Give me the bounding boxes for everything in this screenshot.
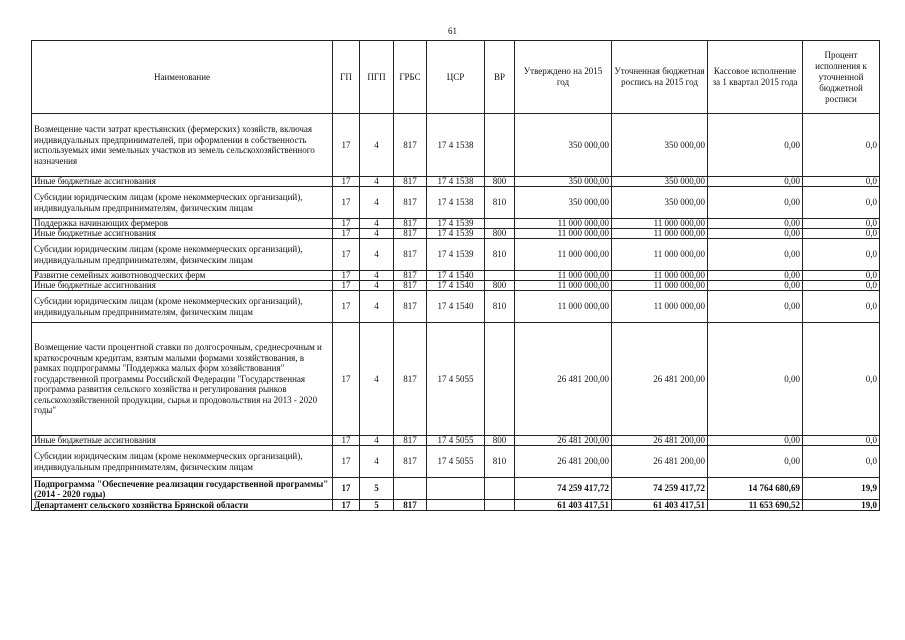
row-refined: 11 000 000,00 [612,239,708,271]
row-cash: 0,00 [708,281,803,291]
header-percent: Процент исполнения к уточненной бюджетной росписи [803,41,880,114]
row-refined: 11 000 000,00 [612,229,708,239]
row-grbs: 817 [394,219,427,229]
row-grbs: 817 [394,177,427,187]
row-csr: 17 4 1539 [427,239,485,271]
row-approved: 350 000,00 [515,177,612,187]
row-percent: 0,0 [803,177,880,187]
row-csr [427,500,485,511]
row-grbs: 817 [394,229,427,239]
row-ppgp: 4 [360,291,394,323]
row-csr: 17 4 1539 [427,219,485,229]
row-refined: 26 481 200,00 [612,446,708,478]
row-ppgp: 4 [360,114,394,177]
row-refined: 350 000,00 [612,187,708,219]
row-csr: 17 4 1540 [427,291,485,323]
row-vr: 800 [485,177,515,187]
header-csr: ЦСР [427,41,485,114]
row-percent: 0,0 [803,291,880,323]
row-refined: 11 000 000,00 [612,219,708,229]
row-approved: 350 000,00 [515,114,612,177]
row-percent: 19,9 [803,478,880,500]
row-cash: 0,00 [708,271,803,281]
row-vr [485,323,515,436]
row-name: Иные бюджетные ассигнования [32,281,333,291]
row-gp: 17 [333,291,360,323]
row-refined: 350 000,00 [612,177,708,187]
table-row [32,281,880,291]
row-gp: 17 [333,187,360,219]
row-cash: 0,00 [708,229,803,239]
row-name: Департамент сельского хозяйства Брянской области [32,500,333,511]
row-grbs [394,478,427,500]
row-gp: 17 [333,281,360,291]
row-name: Развитие семейных животноводческих ферм [32,271,333,281]
row-cash: 0,00 [708,239,803,271]
row-refined: 61 403 417,51 [612,500,708,511]
row-refined: 11 000 000,00 [612,291,708,323]
table-row [32,187,880,219]
row-name: Поддержка начинающих фермеров [32,219,333,229]
row-csr: 17 4 5055 [427,446,485,478]
budget-table [31,40,880,511]
row-cash: 14 764 680,69 [708,478,803,500]
table-row [32,436,880,446]
row-ppgp: 4 [360,436,394,446]
row-approved: 11 000 000,00 [515,219,612,229]
table-row [32,114,880,177]
row-csr: 17 4 1540 [427,281,485,291]
row-percent: 0,0 [803,187,880,219]
row-ppgp: 4 [360,187,394,219]
row-cash: 0,00 [708,114,803,177]
row-approved: 74 259 417,72 [515,478,612,500]
row-refined: 74 259 417,72 [612,478,708,500]
header-name: Наименование [32,41,333,114]
row-ppgp: 5 [360,478,394,500]
table-row [32,239,880,271]
header-grbs: ГРБС [394,41,427,114]
row-vr [485,478,515,500]
row-vr: 810 [485,239,515,271]
row-cash: 11 653 690,52 [708,500,803,511]
row-name: Субсидии юридическим лицам (кроме некоммерческих организаций), индивидуальным предпринимателям, физическим лицам [32,291,333,323]
row-grbs: 817 [394,239,427,271]
row-gp: 17 [333,271,360,281]
header-ppgp: ПГП [360,41,394,114]
row-ppgp: 4 [360,271,394,281]
row-ppgp: 4 [360,229,394,239]
header-approved: Утверждено на 2015 год [515,41,612,114]
header-vr: ВР [485,41,515,114]
row-vr [485,219,515,229]
row-vr: 800 [485,229,515,239]
row-cash: 0,00 [708,219,803,229]
row-refined: 11 000 000,00 [612,281,708,291]
row-vr: 810 [485,187,515,219]
row-ppgp: 4 [360,219,394,229]
row-ppgp: 4 [360,446,394,478]
row-refined: 26 481 200,00 [612,323,708,436]
row-percent: 0,0 [803,436,880,446]
row-approved: 61 403 417,51 [515,500,612,511]
row-gp: 17 [333,436,360,446]
row-vr: 810 [485,291,515,323]
row-name: Подпрограмма "Обеспечение реализации государственной программы" (2014 - 2020 годы) [32,478,333,500]
row-refined: 26 481 200,00 [612,436,708,446]
row-name: Иные бюджетные ассигнования [32,436,333,446]
row-ppgp: 4 [360,323,394,436]
table-row [32,271,880,281]
row-gp: 17 [333,323,360,436]
row-csr: 17 4 5055 [427,436,485,446]
row-percent: 0,0 [803,229,880,239]
row-grbs: 817 [394,187,427,219]
row-approved: 350 000,00 [515,187,612,219]
row-name: Возмещение части затрат крестьянских (фермерских) хозяйств, включая индивидуальных предпринимателей, при оформлении в собственность используемых ими земельных участков из земель сельскохозяйственного назначения [32,114,333,177]
row-approved: 11 000 000,00 [515,271,612,281]
table-row [32,219,880,229]
row-gp: 17 [333,500,360,511]
table-row [32,291,880,323]
row-cash: 0,00 [708,446,803,478]
row-cash: 0,00 [708,291,803,323]
row-vr [485,114,515,177]
header-refined: Уточненная бюджетная роспись на 2015 год [612,41,708,114]
row-gp: 17 [333,177,360,187]
row-approved: 11 000 000,00 [515,229,612,239]
row-csr: 17 4 1538 [427,187,485,219]
row-percent: 0,0 [803,271,880,281]
row-grbs: 817 [394,323,427,436]
row-approved: 11 000 000,00 [515,239,612,271]
table-row [32,446,880,478]
row-gp: 17 [333,446,360,478]
row-percent: 0,0 [803,323,880,436]
row-refined: 11 000 000,00 [612,271,708,281]
row-grbs: 817 [394,271,427,281]
table-row-department [32,500,880,511]
row-ppgp: 4 [360,177,394,187]
row-grbs: 817 [394,500,427,511]
row-approved: 26 481 200,00 [515,436,612,446]
row-grbs: 817 [394,281,427,291]
row-vr: 810 [485,446,515,478]
header-cash: Кассовое исполнение за 1 квартал 2015 года [708,41,803,114]
row-name: Иные бюджетные ассигнования [32,229,333,239]
row-vr: 800 [485,281,515,291]
row-name: Субсидии юридическим лицам (кроме некоммерческих организаций), индивидуальным предпринимателям, физическим лицам [32,446,333,478]
table-row [32,177,880,187]
row-cash: 0,00 [708,177,803,187]
row-vr [485,500,515,511]
row-vr: 800 [485,436,515,446]
row-csr: 17 4 1538 [427,177,485,187]
row-cash: 0,00 [708,436,803,446]
row-percent: 0,0 [803,446,880,478]
row-approved: 26 481 200,00 [515,323,612,436]
row-gp: 17 [333,478,360,500]
row-refined: 350 000,00 [612,114,708,177]
row-name: Субсидии юридическим лицам (кроме некоммерческих организаций), индивидуальным предпринимателям, физическим лицам [32,239,333,271]
page-number: 61 [448,26,457,36]
row-csr [427,478,485,500]
row-grbs: 817 [394,114,427,177]
row-gp: 17 [333,239,360,271]
row-name: Иные бюджетные ассигнования [32,177,333,187]
table-header-row [32,41,880,114]
row-vr [485,271,515,281]
row-approved: 11 000 000,00 [515,291,612,323]
row-percent: 0,0 [803,239,880,271]
row-approved: 26 481 200,00 [515,446,612,478]
row-grbs: 817 [394,291,427,323]
row-percent: 19,0 [803,500,880,511]
row-grbs: 817 [394,436,427,446]
row-csr: 17 4 5055 [427,323,485,436]
row-gp: 17 [333,229,360,239]
table-row [32,323,880,436]
row-ppgp: 5 [360,500,394,511]
row-percent: 0,0 [803,114,880,177]
row-cash: 0,00 [708,187,803,219]
row-percent: 0,0 [803,219,880,229]
row-cash: 0,00 [708,323,803,436]
row-approved: 11 000 000,00 [515,281,612,291]
row-gp: 17 [333,219,360,229]
row-name: Возмещение части процентной ставки по долгосрочным, среднесрочным и краткосрочным кредитам, взятым малыми формами хозяйствования, в рамках подпрограммы "Поддержка малых форм хозяйствования" государственной программы Российской Федерации "Государственная программа развития сельского хозяйства и регулирования рынков сельскохозяйственной продукции, сырья и продовольствия на 2013 - 2020 годы" [32,323,333,436]
row-ppgp: 4 [360,281,394,291]
row-gp: 17 [333,114,360,177]
row-percent: 0,0 [803,281,880,291]
row-csr: 17 4 1538 [427,114,485,177]
header-gp: ГП [333,41,360,114]
table-row-subprogram [32,478,880,500]
row-grbs: 817 [394,446,427,478]
row-name: Субсидии юридическим лицам (кроме некоммерческих организаций), индивидуальным предпринимателям, физическим лицам [32,187,333,219]
row-csr: 17 4 1540 [427,271,485,281]
table-row [32,229,880,239]
row-ppgp: 4 [360,239,394,271]
row-csr: 17 4 1539 [427,229,485,239]
